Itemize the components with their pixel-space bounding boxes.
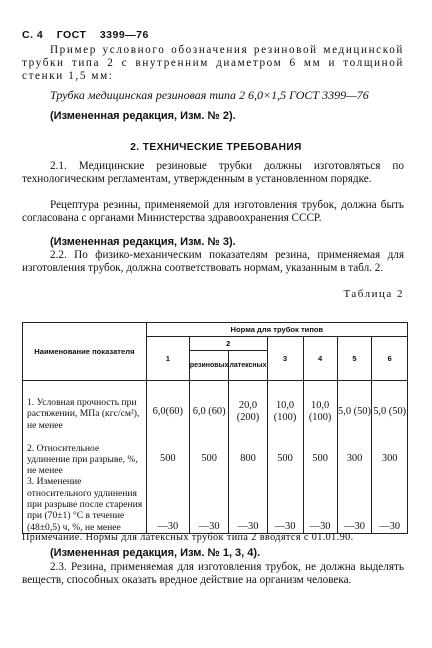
header-type-4: 4 [303, 337, 337, 381]
table-caption: Таблица 2 [343, 288, 404, 300]
paragraph-2-3: 2.3. Резина, применяемая для изготовления трубок, не должна выделять веществ, способных оказать вредное действие на организм человека. [22, 561, 404, 587]
paragraph-2-2: 2.2. По физико-механическим показателям резина, применяемая для изготовления трубок, должна соответствовать нормам, указанным в табл. 2. [22, 249, 404, 275]
revision-note-2: (Измененная редакция, Изм. № 2). [50, 110, 236, 122]
standard-number: 3399—76 [99, 29, 149, 41]
standard-label: ГОСТ [56, 29, 87, 41]
paragraph-2-1: 2.1. Медицинские резиновые трубки должны изготовляться по технологическим регламентам, утвержденным в установленном порядке. [22, 160, 404, 186]
row1-value: 5,0 (50) [337, 381, 372, 443]
header-norm: Норма для трубок типов [146, 323, 407, 337]
header-type-1: 1 [146, 337, 189, 381]
header-type-2-latex: латексных [229, 351, 267, 381]
row1-value: 10,0 (100) [267, 381, 303, 443]
example-intro: Пример условного обозначения резиновой медицинской трубки типа 2 с внутренним диаметром 6 мм и толщиной стенки 1,5 мм: [22, 44, 404, 83]
row2-value: 300 [337, 443, 372, 477]
paragraph-2-1-recipe: Рецептура резины, применяемой для изготовления трубок, должна быть согласована с органами Министерства здравоохранения СССР. [22, 199, 404, 225]
revision-note-3: (Измененная редакция, Изм. № 3). [50, 236, 236, 248]
row1-value: 20,0 (200) [229, 381, 267, 443]
example-designation: Трубка медицинская резиновая типа 2 6,0×1,5 ГОСТ 3399—76 [50, 88, 369, 102]
page-number: С. 4 [22, 29, 44, 41]
header-type-2-rubber: резиновых [189, 351, 229, 381]
row3-value: —30 [372, 476, 408, 533]
header-type-3: 3 [267, 337, 303, 381]
section-title: 2. ТЕХНИЧЕСКИЕ ТРЕБОВАНИЯ [130, 142, 302, 153]
row2-value: 800 [229, 443, 267, 477]
row2-value: 500 [146, 443, 189, 477]
row2-value: 500 [189, 443, 229, 477]
row1-value: 5,0 (50) [372, 381, 408, 443]
row3-value: —30 [229, 476, 267, 533]
row1-value: 6,0 (60) [189, 381, 229, 443]
page-header [22, 29, 159, 41]
row3-name: 3. Изменение относительного удлинения при разрыве после старения при (70±1) °С в течение (48±0,5) ч, %, не менее [23, 476, 147, 533]
header-indicator-name: Наименование показателя [23, 323, 147, 381]
row2-value: 300 [372, 443, 408, 477]
row3-value: —30 [146, 476, 189, 533]
header-type-2: 2 [189, 337, 267, 351]
row3-value: —30 [337, 476, 372, 533]
header-type-5: 5 [337, 337, 372, 381]
row2-value: 500 [267, 443, 303, 477]
table-note: Примечание. Нормы для латексных трубок типа 2 вводятся с 01.01.90. [22, 532, 354, 543]
row1-value: 10,0 (100) [303, 381, 337, 443]
row2-name: 2. Относительное удлинение при разрыве, %, не менее [23, 443, 147, 477]
revision-note-1-3-4: (Измененная редакция, Изм. № 1, 3, 4). [50, 547, 261, 559]
row3-value: —30 [267, 476, 303, 533]
row1-value: 6,0(60) [146, 381, 189, 443]
row3-value: —30 [303, 476, 337, 533]
header-type-6: 6 [372, 337, 408, 381]
table-2 [22, 322, 408, 534]
row3-value: —30 [189, 476, 229, 533]
row1-name: 1. Условная прочность при растяжении, МПа (кгс/см²), не менее [23, 381, 147, 443]
row2-value: 500 [303, 443, 337, 477]
